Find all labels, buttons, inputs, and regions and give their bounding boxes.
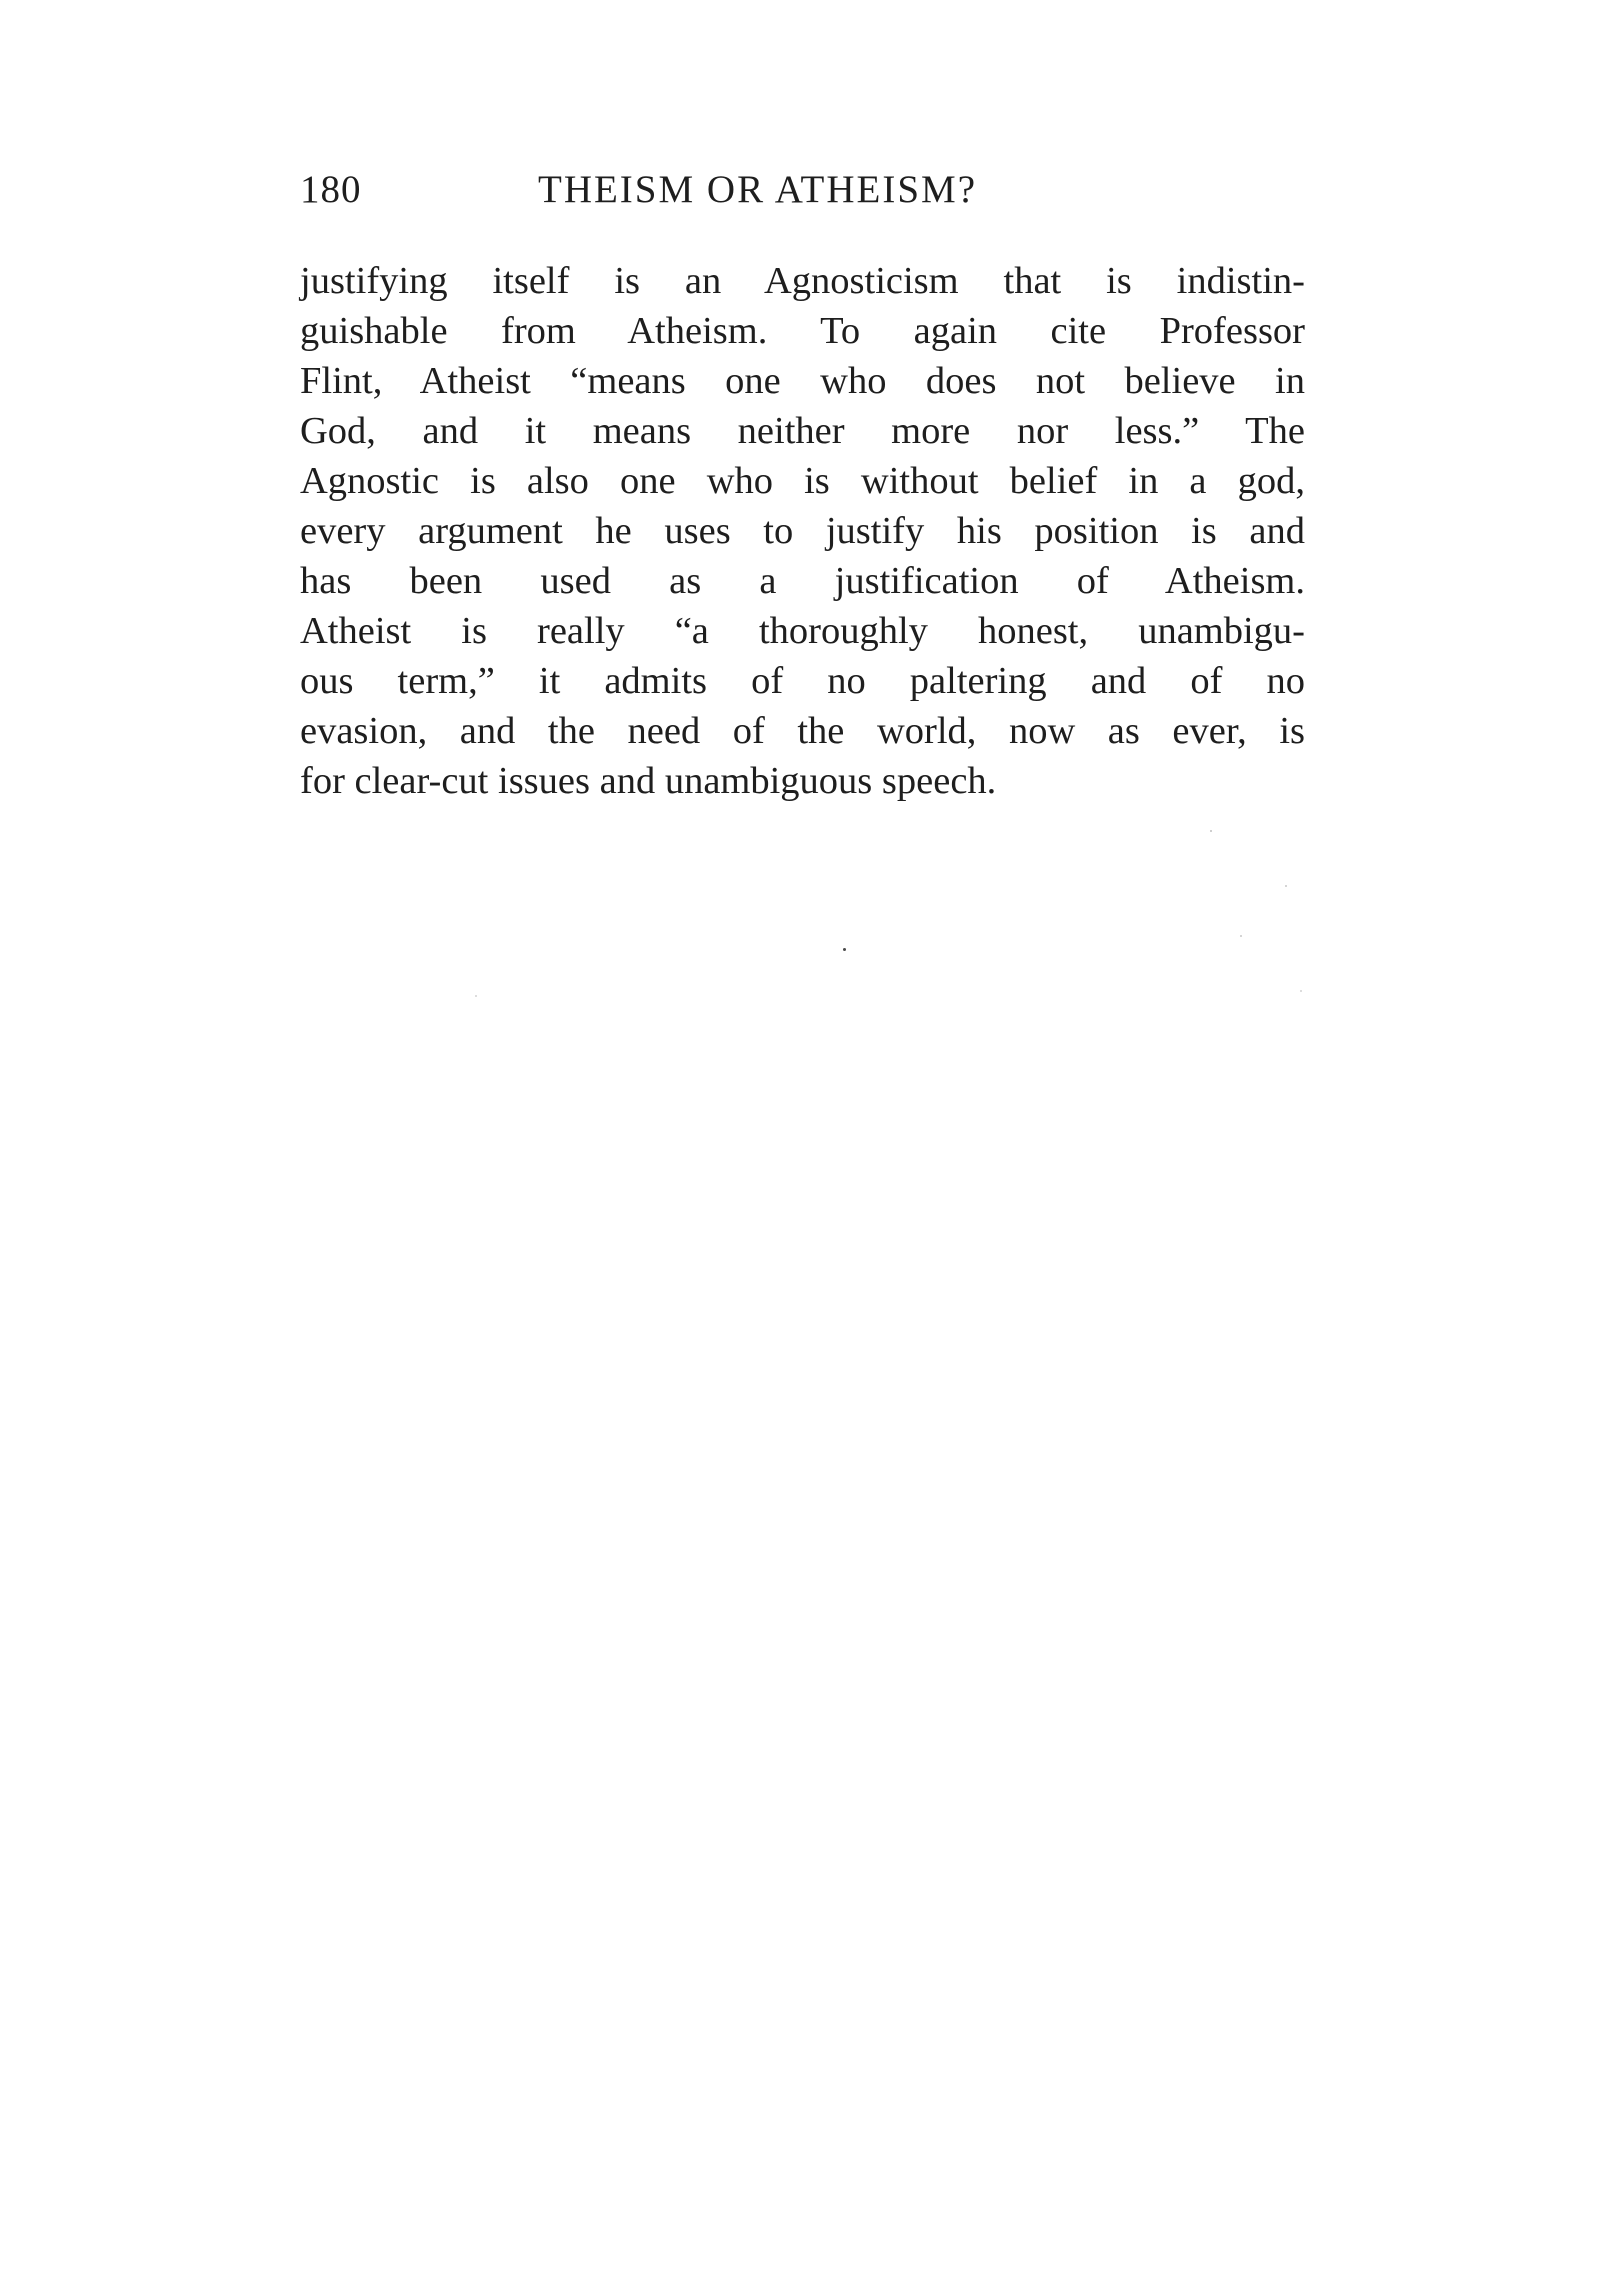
scan-speck — [1210, 830, 1212, 832]
text-line: justifying itself is an Agnosticism that is indistin- — [300, 260, 1305, 302]
text-line: God, and it means neither more nor less.” The — [300, 410, 1305, 452]
text-line: has been used as a justification of Atheism. — [300, 560, 1305, 602]
text-line: Agnostic is also one who is without belief in a god, — [300, 460, 1305, 502]
text-line: evasion, and the need of the world, now as ever, is — [300, 710, 1305, 752]
text-line: Flint, Atheist “means one who does not believe in — [300, 360, 1305, 402]
body-paragraph — [300, 256, 1305, 806]
text-line: every argument he uses to justify his position is and — [300, 510, 1305, 552]
page-number: 180 — [300, 168, 362, 211]
scan-speck — [1240, 935, 1242, 937]
running-head — [300, 160, 1305, 220]
scan-speck — [475, 995, 477, 997]
running-title: THEISM OR ATHEISM? — [538, 168, 978, 211]
scan-speck — [843, 948, 846, 951]
text-line: guishable from Atheism. To again cite Professor — [300, 310, 1305, 352]
scan-speck — [1300, 990, 1302, 992]
text-line: ous term,” it admits of no paltering and of no — [300, 660, 1305, 702]
text-line: Atheist is really “a thoroughly honest, unambigu- — [300, 610, 1305, 652]
text-line: for clear-cut issues and unambiguous speech. — [300, 760, 997, 802]
scan-speck — [1285, 885, 1287, 887]
